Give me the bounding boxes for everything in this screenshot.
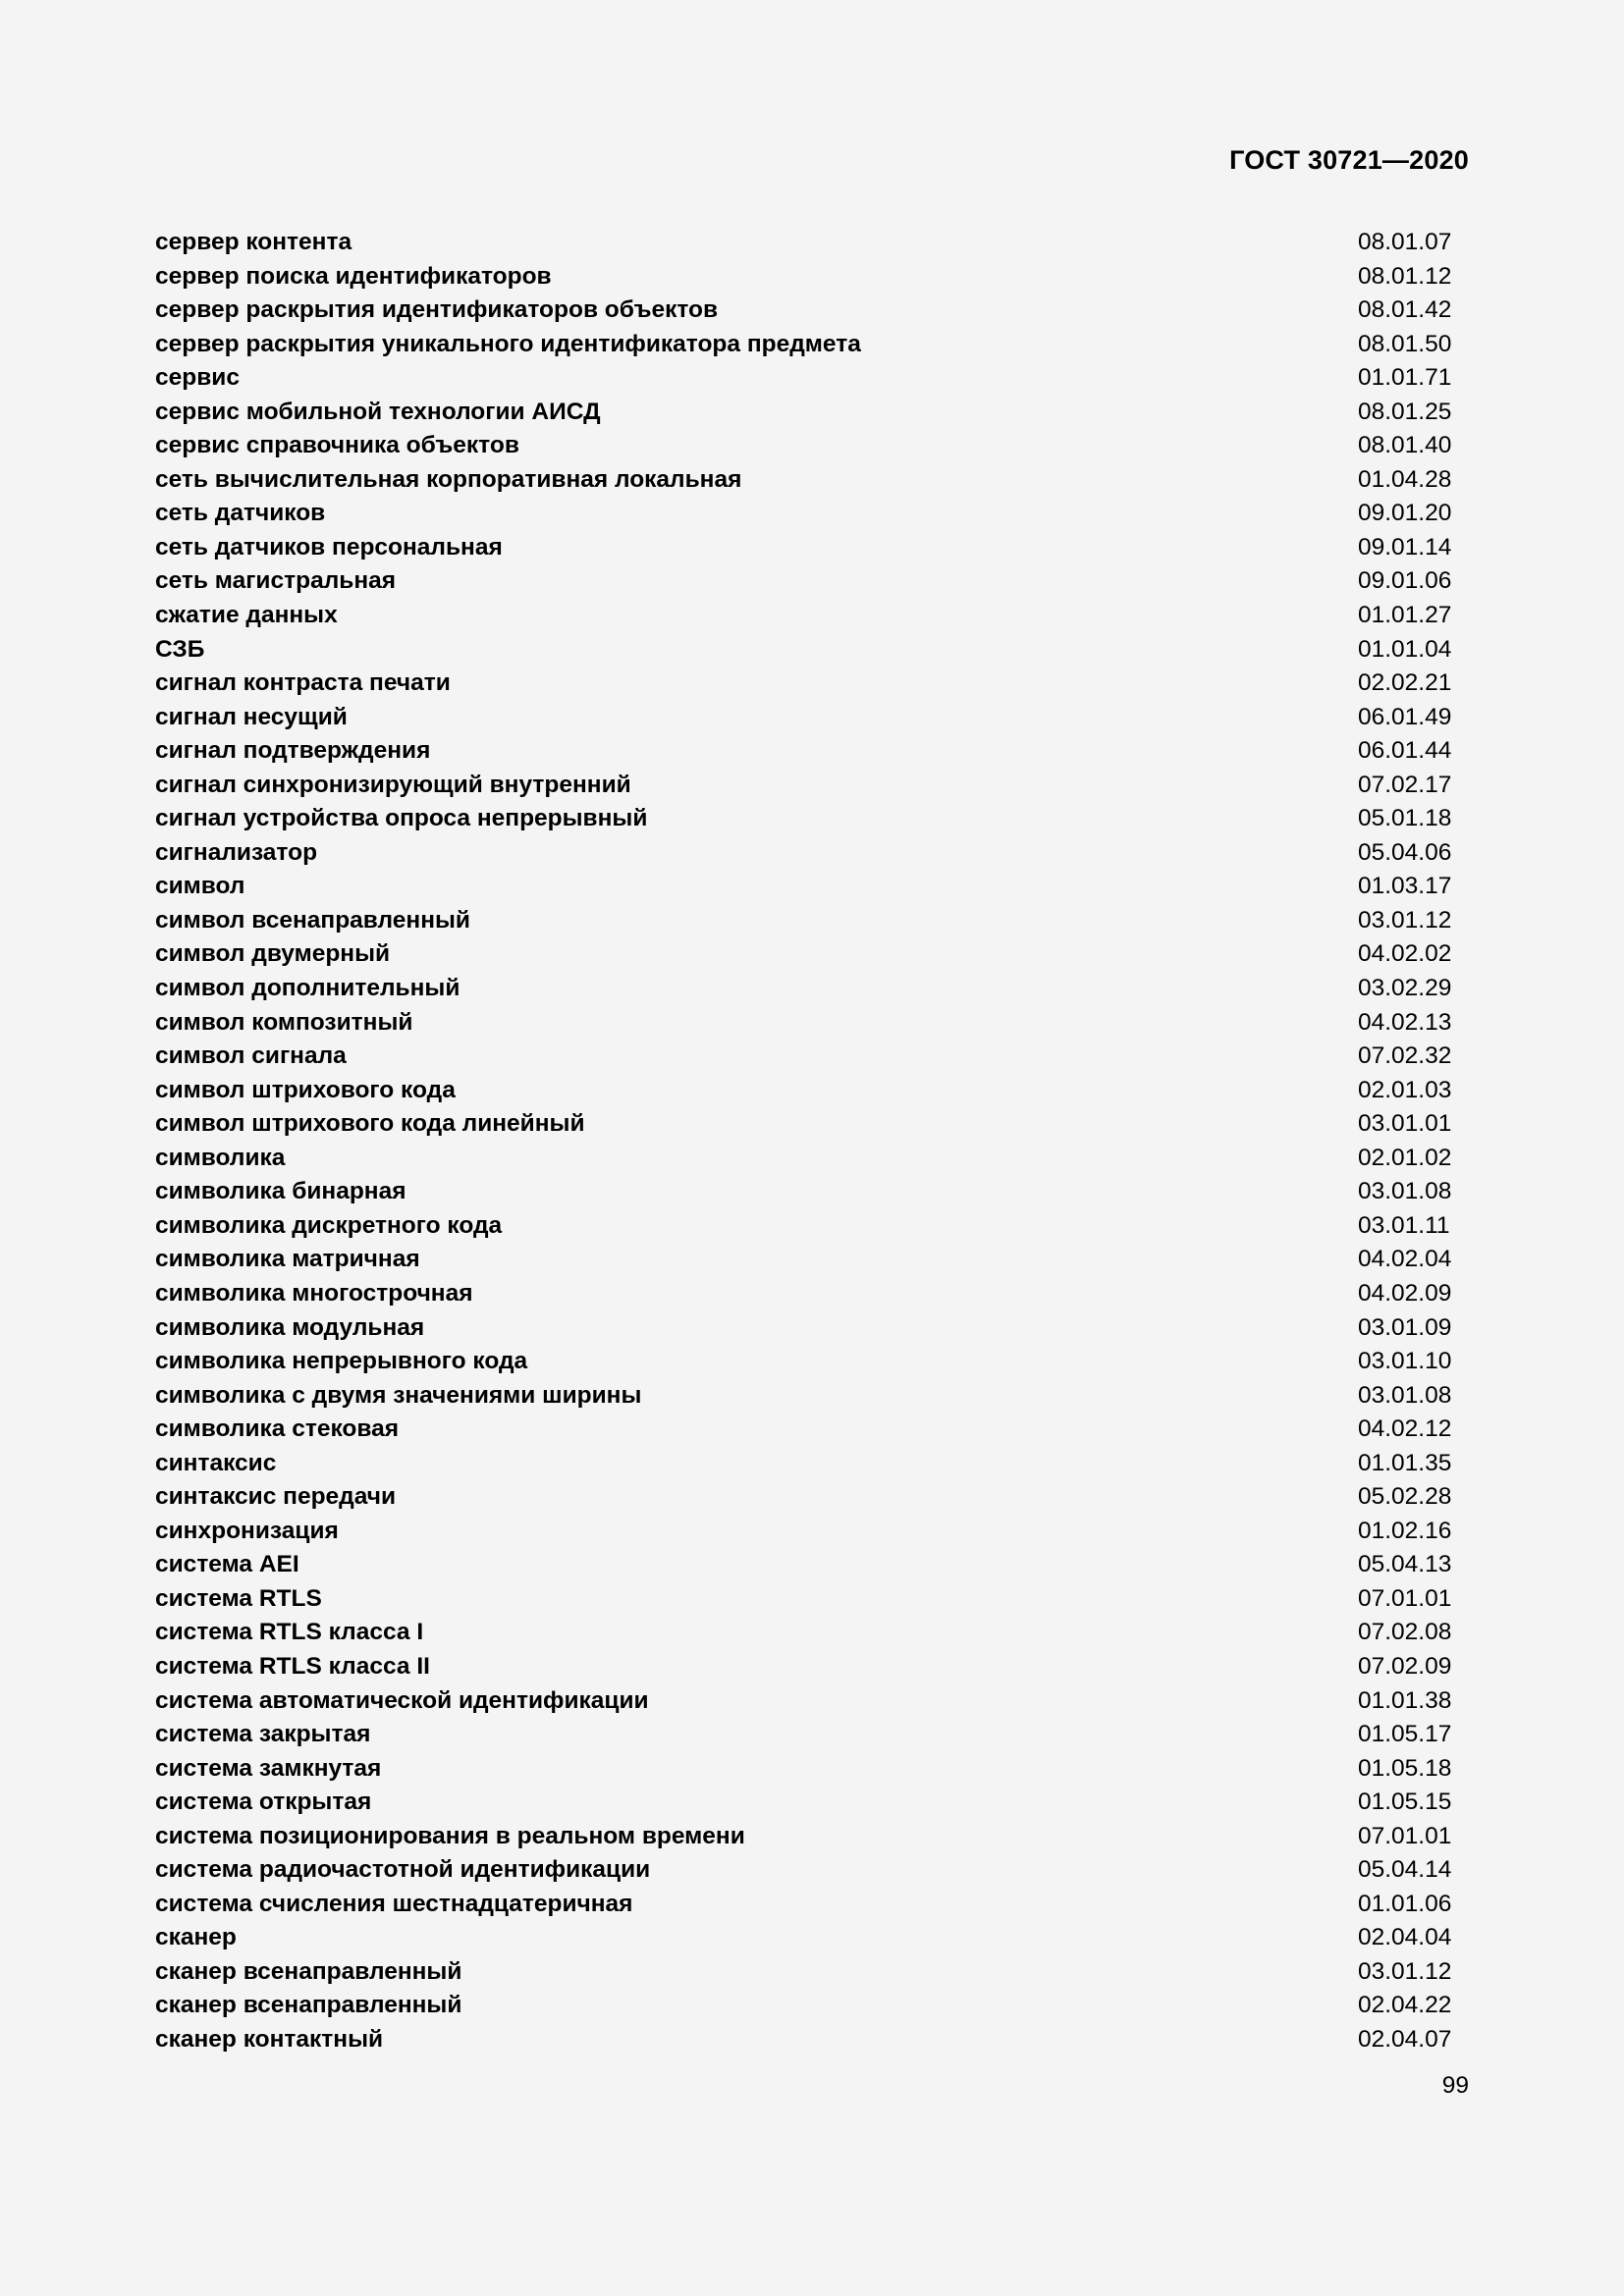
index-entry <box>155 1107 1471 1142</box>
index-entry <box>155 937 1471 972</box>
index-term-code: 01.05.17 <box>1358 1721 1452 1748</box>
index-term-code: 07.02.32 <box>1358 1042 1452 1070</box>
index-term-code: 01.04.28 <box>1358 465 1452 493</box>
index-term: сервер контента <box>155 229 352 255</box>
index-entry <box>155 1006 1471 1041</box>
index-entry <box>155 802 1471 836</box>
index-term-code: 08.01.42 <box>1358 296 1452 324</box>
index-term-code: 04.02.12 <box>1358 1415 1452 1443</box>
index-term-code: 03.01.01 <box>1358 1110 1452 1138</box>
index-entry <box>155 1074 1471 1108</box>
alphabetical-index-list <box>155 226 1471 2057</box>
index-term: система радиочастотной идентификации <box>155 1856 651 1884</box>
index-term-code: 09.01.14 <box>1358 533 1452 561</box>
index-term: символика бинарная <box>155 1178 406 1205</box>
index-term-code: 05.04.14 <box>1358 1856 1452 1884</box>
index-term-code: 03.02.29 <box>1358 975 1452 1002</box>
index-term: символ всенаправленный <box>155 906 470 934</box>
index-entry <box>155 633 1471 667</box>
index-term: символика матричная <box>155 1246 420 1273</box>
index-entry <box>155 836 1471 871</box>
index-term: сигнал контраста печати <box>155 669 451 697</box>
index-term-code: 02.01.02 <box>1358 1144 1452 1171</box>
page-number: 99 <box>1441 2072 1469 2099</box>
index-entry <box>155 226 1471 260</box>
index-entry <box>155 1684 1471 1719</box>
index-entry <box>155 1786 1471 1820</box>
index-term-code: 04.02.02 <box>1358 940 1452 968</box>
index-entry <box>155 1752 1471 1787</box>
index-term-code: 01.02.16 <box>1358 1517 1452 1544</box>
index-term-code: 01.01.35 <box>1358 1449 1452 1476</box>
index-term-code: 01.01.06 <box>1358 1890 1452 1917</box>
index-entry <box>155 1989 1471 2023</box>
index-entry <box>155 1921 1471 1955</box>
index-term: система автоматической идентификации <box>155 1686 649 1714</box>
index-term: символ дополнительный <box>155 975 460 1002</box>
index-term-code: 08.01.07 <box>1358 229 1452 255</box>
index-entry <box>155 1888 1471 1922</box>
index-term-code: 05.04.13 <box>1358 1551 1452 1578</box>
index-entry <box>155 1853 1471 1888</box>
index-term: система AEI <box>155 1551 299 1578</box>
index-entry <box>155 294 1471 328</box>
index-term: символика многострочная <box>155 1279 473 1307</box>
index-term: СЗБ <box>155 635 205 663</box>
index-entry <box>155 972 1471 1006</box>
index-term: сеть датчиков <box>155 500 326 527</box>
index-entry <box>155 1820 1471 1854</box>
index-entry <box>155 564 1471 599</box>
index-entry <box>155 1650 1471 1684</box>
index-term-code: 01.01.71 <box>1358 364 1452 392</box>
index-entry <box>155 1175 1471 1209</box>
index-term-code: 02.01.03 <box>1358 1076 1452 1103</box>
index-term: символика модульная <box>155 1313 425 1341</box>
index-term-code: 03.01.08 <box>1358 1178 1452 1205</box>
index-term-code: 01.01.04 <box>1358 635 1452 663</box>
index-term-code: 07.01.01 <box>1358 1822 1452 1849</box>
index-term: сервер поиска идентификаторов <box>155 262 552 290</box>
index-entry <box>155 1582 1471 1617</box>
index-term-code: 02.04.07 <box>1358 2025 1452 2053</box>
index-term: синтаксис передачи <box>155 1483 397 1511</box>
index-entry <box>155 497 1471 531</box>
index-term: сервис справочника объектов <box>155 432 519 459</box>
index-term: система RTLS класса I <box>155 1619 424 1646</box>
index-entry <box>155 1548 1471 1582</box>
index-entry <box>155 531 1471 565</box>
index-entry <box>155 667 1471 701</box>
index-term: система замкнутая <box>155 1754 382 1782</box>
index-term-code: 01.05.18 <box>1358 1754 1452 1782</box>
index-term-code: 01.01.27 <box>1358 602 1452 629</box>
index-entry <box>155 769 1471 803</box>
index-term: система закрытая <box>155 1721 371 1748</box>
index-term: система позиционирования в реальном времени <box>155 1822 745 1849</box>
index-term: сеть магистральная <box>155 567 397 595</box>
index-entry <box>155 1345 1471 1379</box>
index-term-code: 02.04.04 <box>1358 1924 1452 1951</box>
index-term: сканер всенаправленный <box>155 1957 462 1985</box>
index-entry <box>155 1277 1471 1311</box>
index-term: символика с двумя значениями ширины <box>155 1381 642 1409</box>
index-term-code: 07.01.01 <box>1358 1584 1452 1612</box>
index-term-code: 01.05.15 <box>1358 1789 1452 1816</box>
index-term: сигнализатор <box>155 838 318 866</box>
index-entry <box>155 599 1471 633</box>
index-term-code: 08.01.12 <box>1358 262 1452 290</box>
index-term: символ двумерный <box>155 940 391 968</box>
index-term-code: 07.02.17 <box>1358 771 1452 798</box>
index-entry <box>155 1955 1471 1990</box>
index-term-code: 07.02.08 <box>1358 1619 1452 1646</box>
index-term-code: 03.01.12 <box>1358 1957 1452 1985</box>
index-term: система счисления шестнадцатеричная <box>155 1890 633 1917</box>
index-term-code: 03.01.10 <box>1358 1348 1452 1375</box>
index-entry <box>155 1379 1471 1414</box>
index-entry <box>155 1311 1471 1346</box>
index-term-code: 03.01.11 <box>1358 1211 1450 1239</box>
index-term: сигнал синхронизирующий внутренний <box>155 771 631 798</box>
index-term-code: 04.02.04 <box>1358 1246 1452 1273</box>
index-term: символ штрихового кода <box>155 1076 456 1103</box>
index-term: синхронизация <box>155 1517 339 1544</box>
index-term: сканер контактный <box>155 2025 384 2053</box>
index-entry <box>155 396 1471 430</box>
index-term-code: 08.01.40 <box>1358 432 1452 459</box>
index-term-code: 08.01.50 <box>1358 330 1452 357</box>
index-term-code: 05.04.06 <box>1358 838 1452 866</box>
index-term: сканер всенаправленный <box>155 1992 462 2019</box>
index-entry <box>155 1142 1471 1176</box>
index-term-code: 05.01.18 <box>1358 805 1452 832</box>
index-term: символ штрихового кода линейный <box>155 1110 585 1138</box>
index-term-code: 09.01.06 <box>1358 567 1452 595</box>
index-term-code: 07.02.09 <box>1358 1652 1452 1680</box>
index-term: сигнал устройства опроса непрерывный <box>155 805 648 832</box>
index-term-code: 04.02.13 <box>1358 1008 1452 1036</box>
index-term: символика дискретного кода <box>155 1211 503 1239</box>
index-term-code: 04.02.09 <box>1358 1279 1452 1307</box>
index-entry <box>155 734 1471 769</box>
index-term: символ <box>155 873 245 900</box>
index-entry <box>155 1718 1471 1752</box>
index-entry <box>155 463 1471 498</box>
index-term-code: 09.01.20 <box>1358 500 1452 527</box>
document-header: ГОСТ 30721—2020 <box>1229 145 1469 175</box>
index-entry <box>155 361 1471 396</box>
index-entry <box>155 1515 1471 1549</box>
index-entry <box>155 328 1471 362</box>
index-term-code: 05.02.28 <box>1358 1483 1452 1511</box>
index-entry <box>155 1040 1471 1074</box>
index-term: сигнал подтверждения <box>155 737 431 765</box>
index-term: символ композитный <box>155 1008 413 1036</box>
index-term-code: 03.01.08 <box>1358 1381 1452 1409</box>
index-term: сжатие данных <box>155 602 338 629</box>
index-entry <box>155 260 1471 294</box>
index-term: сервис <box>155 364 240 392</box>
index-term: символика <box>155 1144 286 1171</box>
index-term-code: 03.01.12 <box>1358 906 1452 934</box>
index-entry <box>155 1447 1471 1481</box>
index-term: система открытая <box>155 1789 372 1816</box>
index-entry <box>155 904 1471 938</box>
index-term: сеть датчиков персональная <box>155 533 503 561</box>
index-entry <box>155 1209 1471 1244</box>
index-term: сеть вычислительная корпоративная локальная <box>155 465 742 493</box>
index-entry <box>155 870 1471 904</box>
index-term: символ сигнала <box>155 1042 347 1070</box>
index-term-code: 01.01.38 <box>1358 1686 1452 1714</box>
index-term: символика непрерывного кода <box>155 1348 528 1375</box>
index-entry <box>155 1616 1471 1650</box>
index-entry <box>155 1243 1471 1277</box>
index-term: сканер <box>155 1924 237 1951</box>
index-entry <box>155 701 1471 735</box>
index-term: сервер раскрытия уникального идентификатора предмета <box>155 330 861 357</box>
index-term: система RTLS класса II <box>155 1652 430 1680</box>
index-term-code: 02.04.22 <box>1358 1992 1452 2019</box>
index-term-code: 01.03.17 <box>1358 873 1452 900</box>
index-term: сервер раскрытия идентификаторов объектов <box>155 296 719 324</box>
index-term: синтаксис <box>155 1449 277 1476</box>
index-term-code: 08.01.25 <box>1358 398 1452 425</box>
index-entry <box>155 2023 1471 2057</box>
index-entry <box>155 429 1471 463</box>
index-term-code: 06.01.44 <box>1358 737 1452 765</box>
index-entry <box>155 1413 1471 1447</box>
index-term-code: 06.01.49 <box>1358 703 1452 730</box>
index-term-code: 02.02.21 <box>1358 669 1452 697</box>
index-term-code: 03.01.09 <box>1358 1313 1452 1341</box>
index-term: сигнал несущий <box>155 703 348 730</box>
index-term: система RTLS <box>155 1584 322 1612</box>
index-term: сервис мобильной технологии АИСД <box>155 398 601 425</box>
index-term: символика стековая <box>155 1415 400 1443</box>
index-entry <box>155 1480 1471 1515</box>
